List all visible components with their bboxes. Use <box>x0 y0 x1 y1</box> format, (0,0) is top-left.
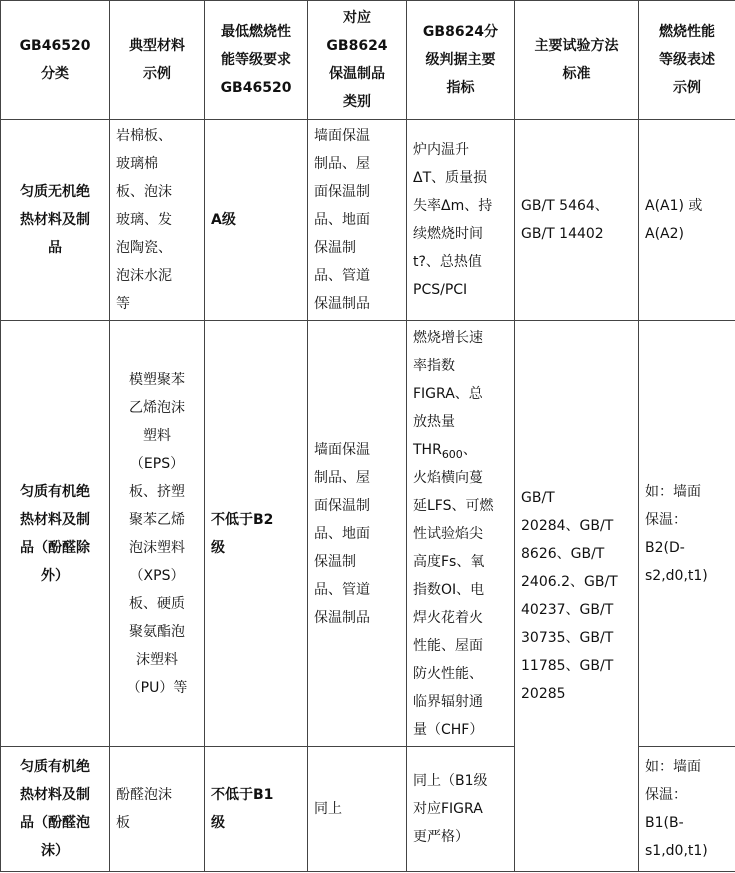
table-row <box>1 120 735 321</box>
header-gb8624-product-class: 对应 GB8624 保温制品 类别 <box>308 1 407 120</box>
cell-gb8624-class: 墙面保温 制品、屋 面保温制 品、地面 保温制 品、管道 保温制品 <box>308 120 407 321</box>
header-gb46520-category: GB46520 分类 <box>1 1 110 120</box>
cell-min-level: 不低于B1 级 <box>205 747 308 872</box>
cell-criteria <box>407 321 515 747</box>
cell-gb8624-class: 墙面保温 制品、屋 面保温制 品、地面 保温制 品、管道 保温制品 <box>308 321 407 747</box>
cell-criteria: 炉内温升 ΔT、质量损 失率Δm、持 续燃烧时间 t?、总热值 PCS/PCI <box>407 120 515 321</box>
cell-expression: 如：墙面 保温： B2(D- s2,d0,t1) <box>639 321 735 747</box>
cell-expression: 如：墙面 保温： B1(B- s1,d0,t1) <box>639 747 735 872</box>
header-level-expression: 燃烧性能 等级表述 示例 <box>639 1 735 120</box>
header-test-methods: 主要试验方法 标准 <box>515 1 639 120</box>
cell-test-methods: GB/T 20284、GB/T 8626、GB/T 2406.2、GB/T 40237、GB/T 30735、GB/T 11785、GB/T 20285 <box>515 321 639 872</box>
cell-expression: A(A1) 或 A(A2) <box>639 120 735 321</box>
header-min-fire-level: 最低燃烧性 能等级要求 GB46520 <box>205 1 308 120</box>
criteria-subscript: 600 <box>441 447 463 461</box>
header-gb8624-criteria: GB8624分 级判据主要 指标 <box>407 1 515 120</box>
cell-criteria: 同上（B1级 对应FIGRA 更严格） <box>407 747 515 872</box>
cell-gb8624-class: 同上 <box>308 747 407 872</box>
cell-min-level: 不低于B2 级 <box>205 321 308 747</box>
criteria-text-b: 、 火焰横向蔓 延LFS、可燃 性试验焰尖 高度Fs、氧 指数OI、电 焊火花着火 性能、屋面 防火性能、 临界辐射通 量（CHF） <box>413 441 494 738</box>
cell-min-level: A级 <box>205 120 308 321</box>
cell-category: 匀质有机绝 热材料及制 品（酚醛除 外） <box>1 321 110 747</box>
header-typical-material: 典型材料 示例 <box>110 1 205 120</box>
cell-examples: 酚醛泡沫 板 <box>110 747 205 872</box>
cell-category: 匀质无机绝 热材料及制 品 <box>1 120 110 321</box>
header-row <box>1 1 735 120</box>
cell-examples: 岩棉板、 玻璃棉 板、泡沫 玻璃、发 泡陶瓷、 泡沫水泥 等 <box>110 120 205 321</box>
criteria-text-a: 燃烧增长速 率指数 FIGRA、总 放热量 THR <box>413 329 483 458</box>
cell-test-methods: GB/T 5464、 GB/T 14402 <box>515 120 639 321</box>
table-row <box>1 321 735 747</box>
cell-category: 匀质有机绝 热材料及制 品（酚醛泡 沫） <box>1 747 110 872</box>
cell-examples: 模塑聚苯 乙烯泡沫 塑料 （EPS） 板、挤塑 聚苯乙烯 泡沫塑料 （XPS） 板、硬质 聚氨酯泡 沫塑料 （PU）等 <box>110 321 205 747</box>
